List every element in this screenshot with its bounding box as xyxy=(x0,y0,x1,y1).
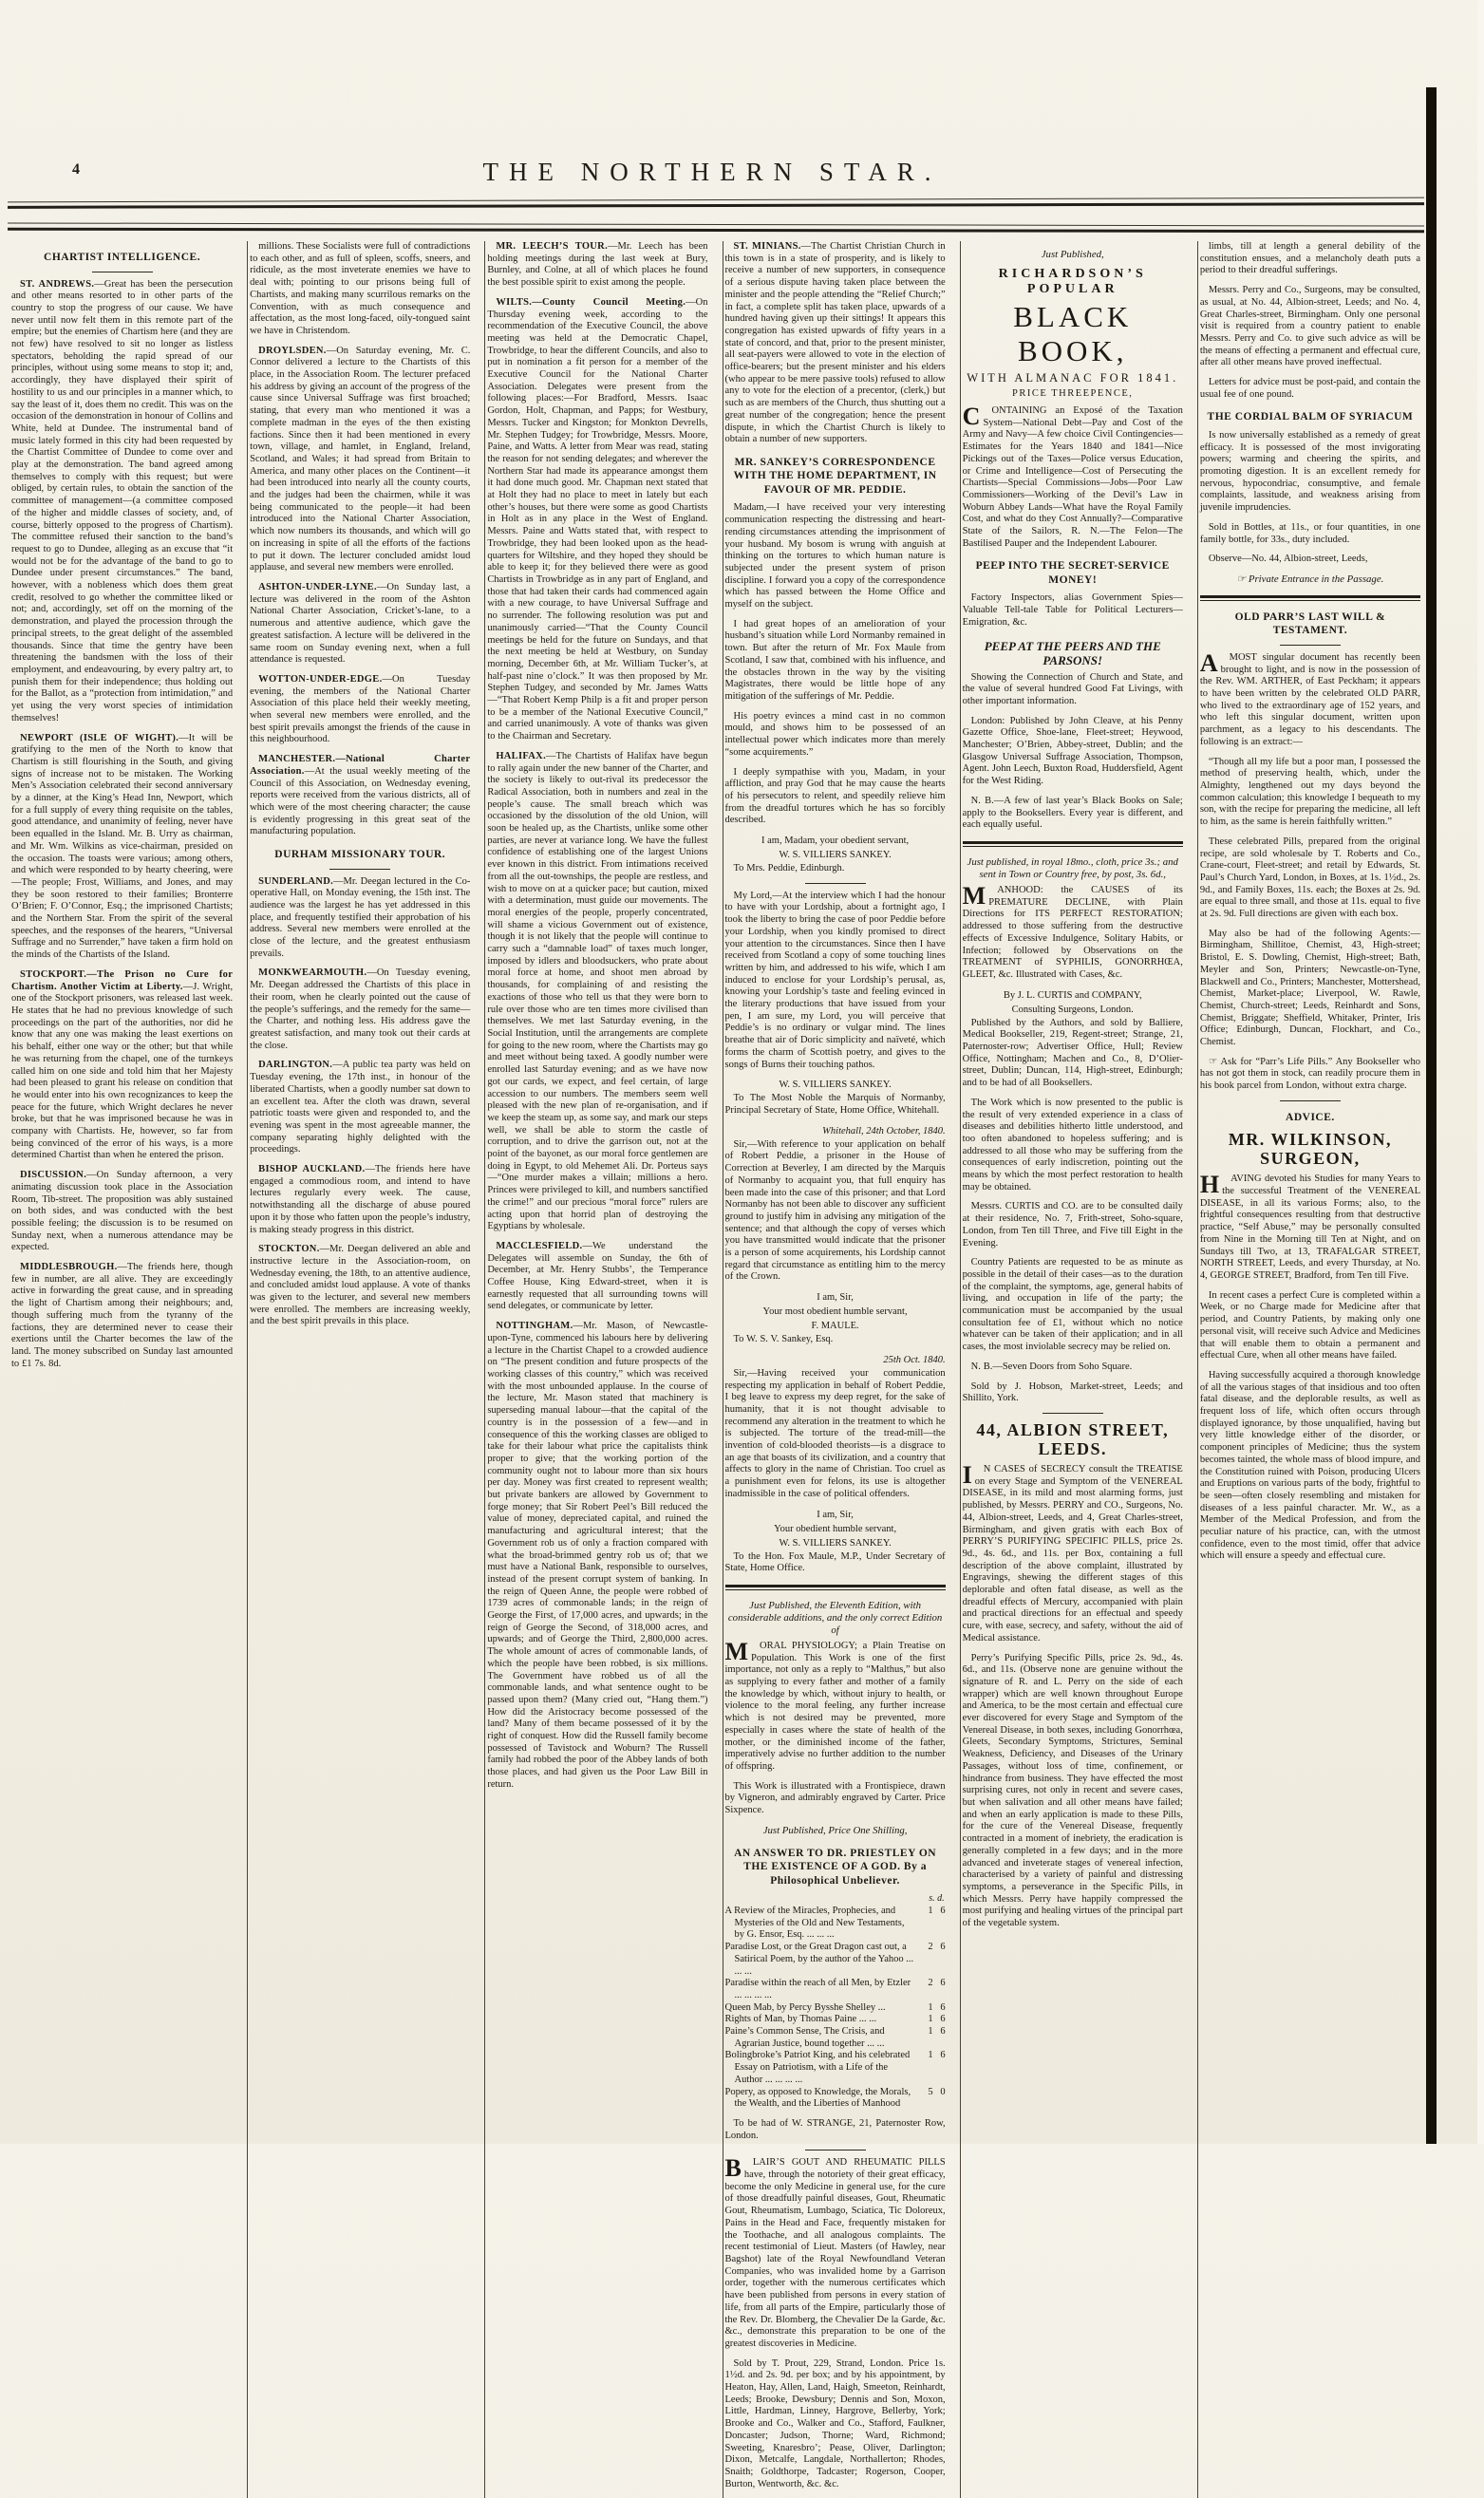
page-number: 4 xyxy=(72,161,80,178)
column-4 xyxy=(723,241,948,2498)
block-p: To The Most Noble the Marquis of Normanby, Principal Secretary of State, Home Office, Whitehall. xyxy=(724,1093,946,1116)
article-stockport: STOCKPORT.—The Prison no Cure for Chartism. Another Victim at Liberty.—J. Wright, one of the Stockport prisoners, was released last week. He states that he had no previous knowledge of such proceedings on the part of the authorities, nor did he know that any one was making the least exertions on his behalf, either one way or the other; but that while he was returning from the chapel, one of the turnkeys called him on one side and told him that her Majesty had been pleased to grant his release on condition that he would enter into his own recognizances to keep the peace for the future, which Wright declares he never broke, but that he was imprisoned because he was in company with Chartists. He, however, so far from being convinced of the error of his ways, is a more determined Chartist than when he entered the prison. xyxy=(11,968,234,1161)
block-sig-c: Your most obedient humble servant, xyxy=(762,1306,908,1318)
section-divider xyxy=(805,2150,866,2151)
ad-price-line: PRICE THREEPENCE, xyxy=(1012,388,1134,399)
ad-peers-parsons-header: PEEP AT THE PEERS AND THE PARSONS! xyxy=(984,638,1161,667)
price-row: Paradise within the reach of all Men, by Etzler ... ... ... ... 2 6 xyxy=(724,1978,946,2000)
block-p: ☞ Ask for “Parr’s Life Pills.” Any Bookseller who has not got them in stock, can readily procure them in his book parcel from London, without extra charge. xyxy=(1199,1056,1420,1092)
ad-imprint-line: Just Published, the Eleventh Edition, with considerable additions, and the only correct Edition of xyxy=(727,1599,943,1636)
block-p: Factory Inspectors, alias Government Spies—Valuable Tell-tale Table for Political Lecturers—Emigration, &c. xyxy=(962,592,1183,628)
ad-manhood-publishers: Published by the Authors, and sold by Balliere, Medical Bookseller, 219, Regent-street; Strange, 21, Paternoster-row; Advertiser Office, Hull; Review Office, Nottingham; Machen and Co., 8, D’Olier-street, Dublin; Duncan, 114, High-street, Edinburgh; and to be had of all Booksellers. xyxy=(962,1017,1183,1089)
article-lead: MIDDLESBROUGH. xyxy=(20,1262,118,1273)
ad-old-parr-header: OLD PARR’S LAST WILL & TESTAMENT. xyxy=(1234,610,1386,637)
ad-old-parr-quote: “Though all my life but a poor man, I possessed the method of preserving health, which, under the Almighty, lengthened out my days beyond the common calculation; this knowledge I bequeath to my son, with the recipe for preparing the medicine, all left to him, as the same is herein faithfully written.” xyxy=(1199,756,1420,828)
article-lead: BISHOP AUCKLAND. xyxy=(258,1164,366,1175)
block-sig-c: Your obedient humble servant, xyxy=(774,1523,897,1534)
ad-black-book-contents: C ONTAINING an Exposé of the Taxation System—National Debt—Pay and Cost of the Army and Navy—A few choice Civil Contingencies—Estimates for the Years 1840 and 1841—Nice Pickings out of the Taxes—Police versus Education, or Crime and Intelligence—Cost of Persecuting the Chartists—Special Commissions—Jobs—Poor Law Commissioners—Working of the Devil’s Law in Woburn Abbey Lands—What have the Royal Family Cost, and what do they Cost Annually?—Comparative State of the Sailors, R. N.—The Felon—The Bastilised Pauper and the Independent Labourer. xyxy=(962,403,1183,549)
column-5 xyxy=(960,241,1185,2498)
ad-black-book-title: BLACK BOOK, xyxy=(1013,300,1133,367)
ad-perry-treatise: I N CASES of SECRECY consult the TREATISE on every Stage and Symptom of the VENEREAL DISEASE, in its mild and most alarming forms, just published, by Messrs. PERRY and CO., Surgeons, No. 44, Albion-street, Leeds, and 4, Great Charles-street, Birmingham, and given gratis with each Box of PERRY’S PURIFYING SPECIFIC PILLS, price 2s. 9d., 4s. 6d., and 11s. per Box, containing a full description of the above complaint, illustrated by Engravings, shewing the different stages of this deplorable and often fatal disease, as well as the dreadful effects of Mercury, accompanied with plain and practical directions for an effectual and speedy cure, with ease, secrecy, and safety, without the aid of Medical assistance. xyxy=(962,1461,1183,1643)
block-p: I deeply sympathise with you, Madam, in your affliction, and pray God that he may cause the hearts of his persecutors to relent, and speedily relieve him from the dreadful tortures which he has so forcibly described. xyxy=(724,766,946,826)
article-lead: WOTTON-UNDER-EDGE. xyxy=(258,673,383,685)
letter-sankey-to-maule: Sir,—Having received your communication respecting my application in behalf of Robert Peddie, I beg leave to express my deep regret, for the sake of humanity, that it is not thought advisable to recommend any alteration in the treatment to which he is subjected. The torture of the tread-mill—the invention of cold-blooded theorists—is a disgrace to an age that boasts of its civilization, and a country that affects to glory in the name of Christian. Too cruel as a punishment even for felons, its use is altogether inadmissible in the case of political offenders. xyxy=(724,1367,946,1499)
masthead-rule-thin-bottom xyxy=(8,222,1424,226)
column-6 xyxy=(1197,241,1422,2498)
block-sig-c: I am, Sir, xyxy=(817,1509,854,1520)
letter-sankey-to-mrs-peddie: Madam,—I have received your very interesting communication respecting the distressing and heart-rending circumstances attending the imprisonment of your husband. My bosom is wrung with anguish at thinking on the tortures to which human nature is subjected under the present system of prison discipline. I forward you a copy of the correspondence which has passed between the Home Office and myself on the subject. xyxy=(724,502,946,610)
block-p: Country Patients are requested to be as minute as possible in the detail of their cases—as to the duration of the complaint, the symptoms, age, general habits of living, and occupation in life of the party; the communication must be accompanied by the usual consultation fee of £1, without which no notice whatever can be taken of their application; and in all cases, the most inviolable secrecy may be relied on. xyxy=(962,1257,1183,1353)
block-p: The Work which is now presented to the public is the result of very extended experience in a class of diseases and debilities hitherto little understood, and too often abandoned to hopeless suffering; and is addressed to all those who may be suffering from the consequences of early indiscretion, pointing out the means by which the most perfect restoration to health may be obtained. xyxy=(962,1097,1183,1193)
block-p: This Work is illustrated with a Frontispiece, drawn by Vigneron, and admirably engraved by Carter. Price Sixpence. xyxy=(724,1780,946,1816)
article-lead: MR. LEECH’S TOUR. xyxy=(496,241,608,252)
price-row: Rights of Man, by Thomas Paine ... ... 1 6 xyxy=(724,2014,946,2025)
article-lead: ST. MINIANS. xyxy=(733,241,801,252)
section-divider xyxy=(963,841,1183,847)
article-lead: DISCUSSION. xyxy=(20,1170,87,1181)
ad-secret-service-header: PEEP INTO THE SECRET-SERVICE MONEY! xyxy=(975,560,1170,586)
section-divider xyxy=(1043,1413,1103,1414)
article-droylsden: DROYLSDEN.—On Saturday evening, Mr. C. Connor delivered a lecture to the Chartists of this place, in the Association Room. The lecturer prefaced his address by giving an account of the progress of the cause since Universal Suffrage was first broached; stating, that every man who mentioned it was a complete madman in the eyes of the then existing factions. Since then it had been mentioned in every town, village, and hamlet, in England, Ireland, Scotland, and Wales; it had spread from Britain to America, and many other places on the Continent—it had been introduced into nearly all the county courts, and the judges had been the chairmen, while it was being communicated to the people—it had been introduced into the National Charter Association, which now numbers its thousands, and which will go on increasing in spite of all the efforts of the factions to put it down. The lecturer concluded amidst loud applause, and several new members were enrolled. xyxy=(250,345,471,573)
block-p: To W. S. V. Sankey, Esq. xyxy=(733,1334,834,1345)
letter-sankey-to-normanby: My Lord,—At the interview which I had the honour to have with your Lordship, about a fortnight ago, I took the liberty to bring the case of poor Peddie before your Lordship, when you kindly promised to direct your attention to the circumstances. Since then I have received from Scotland a copy of some touching lines written by him, and addressed to his wife, which I am induced to enclose for your Lordship’s perusal, as, knowing your Lordship’s taste and feeling evinced in the literary productions that have issued from your pen, I am sure, my Lord, you will perceive that Peddie’s is no ordinary or vulgar mind. The lines breathe that air of Doric simplicity and naïveté, which forms the charm of Scottish poetry, and gives to the songs of Burns their touching pathos. xyxy=(724,890,946,1070)
ad-manhood: M ANHOOD: the CAUSES of its PREMATURE DECLINE, with Plain Directions for ITS PERFECT RESTORATION; addressed to those suffering from the destructive effects of Excessive Indulgence, Solitary Habits, or Infection; followed by Observations on the TREATMENT of SYPHILIS, GONORRHŒA, GLEET, &c. Illustrated with Cases, &c. xyxy=(962,881,1183,980)
ad-imprint-line: Just Published, Price One Shilling, xyxy=(762,1824,908,1836)
scan-edge-artifact xyxy=(1426,87,1437,2144)
ad-answer-to-priestley: AN ANSWER TO DR. PRIESTLEY ON THE EXISTENCE OF A GOD. By a Philosophical Unbeliever. xyxy=(734,1847,937,1887)
price-row: Queen Mab, by Percy Bysshe Shelley ... 1 6 xyxy=(724,2001,946,2013)
article-lead: STOCKPORT.—The Prison no Cure for Chartism. Another Victim at Liberty. xyxy=(11,968,234,992)
section-divider xyxy=(1280,1100,1341,1101)
block-p: Letters for advice must be post-paid, and contain the usual fee of one pound. xyxy=(1199,377,1420,400)
block-sig-c: Consulting Surgeons, London. xyxy=(1011,1004,1134,1015)
price-row: Bolingbroke’s Patriot King, and his celebrated Essay on Patriotism, with a Life of the Author ... ... ... ... 1 6 xyxy=(724,2050,946,2085)
book-price-list xyxy=(725,1893,946,2111)
ad-syriacum-header: THE CORDIAL BALM OF SYRIACUM xyxy=(1207,411,1414,423)
article-macclesfield: MACCLESFIELD.—We understand the Delegates will assemble on Sunday, the 6th of December, at Mr. Henry Stubbs’, the Temperance Coffee House, King Edward-street, when it is earnestly requested that all surrounding towns will send delegates, or communicate by letter. xyxy=(487,1240,708,1312)
header-durham-missionary-tour: DURHAM MISSIONARY TOUR. xyxy=(274,849,446,861)
article-discussion: DISCUSSION.—On Sunday afternoon, a very animating discussion took place in the Association Room, Tib-street. The proposition was ably sustained on both sides, and was conducted with the best possible feeling; the discussion is to be resumed on Sunday next, when a numerous attendance may be expected. xyxy=(11,1170,234,1253)
header-sankey-correspondence: MR. SANKEY’S CORRESPONDENCE WITH THE HOME DEPARTMENT, IN FAVOUR OF MR. PEDDIE. xyxy=(733,456,937,496)
ad-perry-continuation: limbs, till at length a general debility of the constitution ensues, and a melancholy death puts a period to their dreadful sufferings. xyxy=(1199,241,1420,276)
block-p: Messrs. Perry and Co., Surgeons, may be consulted, as usual, at No. 44, Albion-street, Leeds; and No. 4, Great Charles-street, Birmingham. Only one personal visit is required from a country patient to enable Messrs. Perry and Co. to give such advice as will be the means of effecting a permanent and effectual cure, after all other means have proved ineffectual. xyxy=(1199,285,1420,368)
article-manchester-nca: MANCHESTER.—National Charter Association.—At the usual weekly meeting of the Council of this Association, on Wednesday evening, reports were received from the various districts, all of which were of the most cheering character; the cause is evidently progressing in this great seat of the manufacturing population. xyxy=(250,754,471,837)
block-p: In recent cases a perfect Cure is completed within a Week, or no Charge made for Medicine after that period, and Country Patients, by making only one personal visit, will receive such Advice and Medicines that will enable them to obtain a permanent and effectual Cure, when all other means have failed. xyxy=(1199,1289,1420,1362)
masthead-title: THE NORTHERN STAR. xyxy=(482,158,942,186)
column-1 xyxy=(9,241,235,2498)
price-unit-header: s. d. xyxy=(929,1893,945,1905)
article-halifax: HALIFAX.—The Chartists of Halifax have begun to rally again under the new banner of the Charter, and the society is likely to out-rival its predecessor the Radical Association, both in numbers and zeal in the people’s cause. The small breach which was occasioned by the dissolution of the old Union, will soon be healed up, as the Chartists, unlike some other parties, are never at variance long. We have the fullest confidence of establishing one of the largest Unions ever known in this district. From intimations received from all the out-townships, the people are restless, and wish to move on at a quicker pace; but caution, mixed with a determination, must guide our movements. The moral energies of the people, properly concentrated, will shame a vicious Government out of existence, though it is not likely that the people will continue to carry such a “damnable load” of taxes much longer, imposed by idlers and bloodsuckers, who prate about moral force at home, and shoot men abroad by thousands, for complaining of and resisting the exactions of those who tell us that they were born to rule over those who are ten times more civilised than themselves. We met last Saturday evening, in the Social Institution, until the arrangements are complete for going to the new room, where the Chartists may go and meet without being taxed. A goodly number were enrolled last Saturday evening; and as we have now got our cards, we expect, and feel certain, of large accession to our numbers. The members seem well pleased with the new plan of re-organisation, and if we keep the steam up, as some say, and mark our steps well, we shall be able to storm the castle of corruption, and to drive the garrison out, not at the point of the bayonet, as our moral force gentlemen are doing in Egypt, to old Mehemet Ali. Dr. Porteus says—“One murder makes a villain; millions a hero. Princes were privileged to kill, and numbers sanctified the crime!” and our precious “moral force” rulers are acting upon that horrid plan of destroying the Egyptians by wholesale. xyxy=(487,750,708,1232)
section-divider xyxy=(1200,595,1420,601)
ad-old-parr-body: A MOST singular document has recently been brought to light, and is now in the possession of the Rev. WM. ARTHER, of East Peckham; it appears to have been written by the celebrated OLD PARR, who lived to the extraordinary age of 152 years, and who left this singular document, written upon parchment, as a legacy to his descendants. The following is an extract:— xyxy=(1199,648,1420,747)
drop-cap: M xyxy=(962,881,986,910)
block-p: Messrs. CURTIS and CO. are to be consulted daily at their residence, No. 7, Frith-street, Soho-square, London, from Ten till Three, and Five till Eight in the Evening. xyxy=(962,1201,1183,1249)
drop-cap: I xyxy=(962,1461,972,1489)
block-p: Is now universally established as a remedy of great efficacy. It is possessed of the most invigorating powers; warming and cheering the spirits, and promoting digestion. It is an excellent remedy for nervous, hypocondriac, consumptive, and female complaints, lassitude, and weakness arising from juvenile imprudencies. xyxy=(1199,429,1420,514)
article-monkwearmouth: MONKWEARMOUTH.—On Tuesday evening, Mr. Deegan addressed the Chartists of this place in their room, when he clearly pointed out the cause of the people’s sufferings, and the remedy for the same—the Charter, and nothing less. His address gave the greatest satisfaction, and many took out their cards at the close. xyxy=(250,967,471,1051)
article-lead: MANCHESTER.—National Charter Association. xyxy=(250,754,471,777)
masthead-rule-thick-top xyxy=(8,202,1424,209)
article-wotton: WOTTON-UNDER-EDGE.—On Tuesday evening, the members of the National Charter Association of this place held their weekly meeting, when several new members were enrolled, and the best spirit prevails amongst the friends of the cause in this neighbourhood. xyxy=(250,673,471,745)
signature-name: F. MAULE. xyxy=(811,1321,859,1332)
ad-author-line: By J. L. CURTIS and COMPANY, xyxy=(1003,989,1142,1001)
article-nottingham: NOTTINGHAM.—Mr. Mason, of Newcastle-upon-Tyne, commenced his labours here by delivering a lecture in the Chartist Chapel to a crowded audience on “The present condition and future prospects of the working classes of this country,” which was received with the most unbounded applause. In the course of the lecture, Mr. Mason stated that machinery is superseding manual labour—that the capital of the country is in the possession of a few—and in consequence of this the working classes are obliged to take for their labour what price the capitalists think proper to give; that the working portion of the community ought not to labour more than six hours per day. Money was first created to represent wealth; but private bankers are allowed by Government to forge money; that Sir Robert Peel’s Bill reduced the value of money, depreciated capital, and ruined the manufacturing and agricultural interest; that the Government rob us of only a fraction compared with what the broad-brimmed gentry rob us of; that we must have a National Bank, responsible to ourselves, instead of the present corrupt system of banking. In the reign of Queen Anne, the people were robbed of 1739 acres of commonable lands; in the reign of George the First, of 17,000 acres, and upwards; in the reign of George the Second, of 318,000 acres, and upwards; and of George the Third, 2,800,000 acres. The whole amount of acres of commonable lands, of which the people have been robbed, is six millions. The Government have robbed us of all the commonable lands, and what sentence ought to be passed upon them? (Many cried out, “Hang them.”) How did the Aristocracy become possessed of the land? Many of them became possessed of it by the right of conquest. How did the Russell family become possessed of Tavistock and Woburn? The Russell family had robbed the poor of the Abbey lands of both those places, and had given us the Poor Law Bill in return. xyxy=(487,1321,708,1790)
article-lead: HALIFAX. xyxy=(496,750,546,761)
ad-blairs-pills: B LAIR’S GOUT AND RHEUMATIC PILLS have, through the notoriety of their great efficacy, become the only Medicine in general use, for the cure of those dreadfully painful diseases, Gout, Rheumatic Gout, Rheumatism, Lumbago, Sciatica, Tic Doloreux, Pains in the Head and Face, frequently mistaken for the Toothache, and all analogous complaints. The recent testimonial of Lieut. Masters (of Hawley, near Bagshot) late of the Royal Newfoundland Veteran Companies, who was invalided home by a Garrison order, together with the numerous certificates which have been published from persons in every station of life, from all parts of the Empire, particularly those of the Rev. Dr. Blomberg, the Chevalier De la Garde, &c. &c., demonstrate this preparation to be one of the greatest discoveries in Medicine. xyxy=(724,2154,946,2349)
price-row: Popery, as opposed to Knowledge, the Morals, the Wealth, and the Liberties of Manhood 5 0 xyxy=(724,2086,946,2110)
price-row: Paine’s Common Sense, The Crisis, and Agrarian Justice, bound together ... ... 1 6 xyxy=(724,2026,946,2049)
ad-moral-physiology: M ORAL PHYSIOLOGY; a Plain Treatise on Population. This Work is one of the first importance, not only as a reply to “Malthus,” but also as supplying to every father and mother of a family the knowledge by which, without injury to health, or violence to the moral feeling, any further increase which is not desired may be prevented, more especially in cases where the state of health of the mother, or the diminished income of the father, imperatively advise no further addition to the number of offspring. xyxy=(724,1637,946,1772)
drop-cap: B xyxy=(724,2154,742,2183)
letter-maule-reply: Sir,—With reference to your application on behalf of Robert Peddie, a prisoner in the House of Correction at Beverley, I am directed by the Marquis of Normanby to acquaint you, that full enquiry has been made into the case of this prisoner; and that Lord Normanby has not been able to discover any sufficient ground to justify him in advising any mitigation of the sentence; and that although the copy of verses which you have transmitted would indicate that the prisoner is a person of some acquirements, his Lordship cannot regard that circumstance as entitling him to the mercy of the Crown. xyxy=(724,1138,946,1283)
block-p: His poetry evinces a mind cast in no common mould, and shows him to be possessed of an intellectual power which indicates more than merely “some acquirements.” xyxy=(724,710,946,758)
block-p: Showing the Connection of Church and State, and the value of several hundred Good Fat Livings, with other important information. xyxy=(962,671,1183,706)
article-stockton: STOCKTON.—Mr. Deegan delivered an able and instructive lecture in the Association-room, on Wednesday evening, the 18th, to an attentive audience, and concluded amidst loud applause. A vote of thanks was given to the lecturer, and several new members were enrolled. The members are increasing weekly, and the best spirit prevails in this place. xyxy=(250,1244,471,1327)
ad-advice-header: ADVICE. xyxy=(1286,1111,1335,1123)
ad-parr-pills-agents: May also be had of the following Agents:—Birmingham, Shillitoe, Chemist, 43, High-street; Bristol, E. S. Dowling, Chemist, High-street; Bath, Meyler and Son, Printers; Newcastle-on-Tyne, Blackwell and Co., Printers; Manchester, Mottershead, Chemist, Market-place; Liverpool, W. Rawle, Chemist, Church-street; Leeds, Reinhardt and Sons, Chemist, Briggate; Sheffield, Whitaker, Printer, Iris Office; Edinburgh, Duncan, Flockhart, and Co., Chemist. xyxy=(1199,928,1420,1048)
ad-richardsons-popular: RICHARDSON’S POPULAR xyxy=(998,267,1147,296)
block-p: Observe—No. 44, Albion-street, Leeds, xyxy=(1208,554,1368,565)
price-row: A Review of the Miracles, Prophecies, and Mysteries of the Old and New Testaments, by G. Ensor, Esq. ... ... ... 1 6 xyxy=(724,1906,946,1941)
article-lead: ST. ANDREWS. xyxy=(20,278,95,290)
block-p: N. B.—Seven Doors from Soho Square. xyxy=(970,1361,1133,1372)
ad-imprint-line: Just Published, xyxy=(1041,249,1104,260)
ad-blairs-agents: Sold by T. Prout, 229, Strand, London. Price 1s. 1½d. and 2s. 9d. per box; and by his appointment, by Heaton, Hay, Allen, Land, Haigh, Smeeton, Reinhardt, Leeds; Brooke, Dewsbury; Dennis and Son, Moxon, Little, Hardman, Linney, Hargrove, Bellerby, York; Brooke and Co., Walker and Co., Stafford, Faulkner, Doncaster; Judson, Thorne; Ward, Richmond; Sweeting, Knaresbro’; Pease, Oliver, Darlington; Dixon, Metcalfe, Langdale, Northallerton; Rhodes, Snaith; Goldthorpe, Tadcaster; Rogerson, Cooper, Burton, Wentworth, &c. &c. xyxy=(724,2357,946,2489)
block-p: To be had of W. STRANGE, 21, Paternoster Row, London. xyxy=(724,2117,946,2141)
masthead-rule-thick-bottom xyxy=(8,228,1424,234)
block-p: Sold in Bottles, at 11s., or four quantities, in one family bottle, for 33s., duty included. xyxy=(1199,521,1420,545)
section-title-chartist-intelligence: CHARTIST INTELLIGENCE. xyxy=(44,252,201,263)
article-ashton: ASHTON-UNDER-LYNE.—On Sunday last, a lecture was delivered in the room of the Ashton National Charter Association, Cricket’s-lane, to a numerous and attentive audience, which gave the greatest satisfaction. A lecture will be delivered in the same room on Sunday evening next, when a full attendance is requested. xyxy=(250,581,471,666)
columns-container xyxy=(9,241,1422,2489)
price-row: Paradise Lost, or the Great Dragon cast out, a Satirical Poem, by the author of the Yahoo ... ... ... 2 6 xyxy=(724,1942,946,1977)
article-middlesbrough: MIDDLESBROUGH.—The friends here, though few in number, are all alive. They are exceedingly active in forwarding the great cause, and in spreading the light of Chartism among their neighbours; and, though suffering much from the tyranny of the factions, they are determined never to cease their exertions until the Charter becomes the law of the land. The money subscribed on Sunday last amounted to £1 7s. 8d. xyxy=(11,1262,234,1369)
drop-cap: C xyxy=(962,403,981,430)
article-lead: NOTTINGHAM. xyxy=(496,1321,573,1332)
ad-wilkinson-header: MR. WILKINSON, SURGEON, xyxy=(1228,1130,1393,1169)
article-darlington: DARLINGTON.—A public tea party was held on Tuesday evening, the 17th inst., in honour of the liberated Chartists, when a goodly number sat down to an excellent tea. After the cloth was drawn, several patriotic toasts were given and responded to, and the evening was spent in the most agreeable manner, the company separating highly delighted with the proceedings. xyxy=(250,1060,471,1155)
article-bishop-auckland: BISHOP AUCKLAND.—The friends here have engaged a commodious room, and intend to have lectures regularly every week. The cause, notwithstanding all the discharge of abuse poured upon it by those who fatten upon the people’s industry, is making steady progress in this district. xyxy=(250,1164,471,1235)
section-divider xyxy=(725,1585,946,1590)
signature-line: I am, Madam, your obedient servant, xyxy=(761,836,910,847)
article-socialists-continuation: millions. These Socialists were full of contradictions to each other, and as full of spleen, scoffs, sneers, and ridicule, as the most inveterate enemies we have to deal with; pointing to our prisons being full of Chartists, and making many scurrilous remarks on the Convention, with as much consequence and affectation, as the most long-faced, oily-tongued saint we have in Christendom. xyxy=(250,241,471,336)
signature-name: W. S. VILLIERS SANKEY. xyxy=(779,1537,892,1549)
article-st-minians: ST. MINIANS.—The Chartist Christian Church in this town is in a state of prosperity, and is likely to receive a number of new supporters, in consequence of a serious dispute having taken place between the minister and the people attending the “Relief Church;” in fact, a complete split has taken place, upwards of a hundred having given up their sittings! It appears this congregation has existed upwards of fifty years in a state of concord, and that, prior to the present minister, all seat-payers were allowed to vote in the election of office-bearers; but the present minister and his elders (who appear to be mere passive tools) refused to allow any to vote for the election of a precentor, (clerk,) but such as are members of the Church, thus shutting out a great number of the congregation; hence the present dispute, in which the Chartist Church is likely to obtain a number of new supporters. xyxy=(724,241,946,445)
block-p: I had great hopes of an amelioration of your husband’s situation while Lord Normanby remained in town. But after the return of Mr. Fox Maule from Scotland, I saw that, combined with his influence, and the obstacles thrown in the way by the visiting Magistrates, there would be little hope of any mitigation of the sufferings of Mr. Peddie. xyxy=(724,618,946,702)
article-lead: STOCKTON. xyxy=(258,1244,320,1255)
letter-divider-rule xyxy=(805,883,866,884)
drop-cap: A xyxy=(1199,648,1218,677)
article-lead: ASHTON-UNDER-LYNE. xyxy=(258,581,377,592)
ad-cleave-imprint: London: Published by John Cleave, at his Penny Gazette Office, Shoe-lane, Fleet-street; Heywood, Manchester; O’Brien, Abbey-street, Dublin; and the Glasgow Universal Suffrage Association, Thompson, Agent. John Leech, Buxton Road, Huddersfield, Agent for the West Riding. xyxy=(962,715,1183,787)
column-3 xyxy=(484,241,709,2498)
ad-imprint-line: Just published, in royal 18mo., cloth, price 3s.; and sent in Town or Country free, by post, 3s. 6d., xyxy=(967,855,1178,880)
block-p: N. B.—A few of last year’s Black Books on Sale; apply to the Booksellers. Every year is different, and each equally useful. xyxy=(962,795,1183,831)
scan-edge-margin xyxy=(1477,0,1484,2144)
article-lead: NEWPORT (ISLE OF WIGHT). xyxy=(20,732,179,743)
article-newport: NEWPORT (ISLE OF WIGHT).—It will be gratifying to the men of the North to know that Chartism is still flourishing in the South, and giving signs of increase not to be mistaken. The Working Men’s Association celebrated their second anniversary by a dinner, at the King’s Head Inn, Newport, which for a full supply of every thing requisite on the tables, good attendance, and unanimity of feeling, never have been equalled in the Island. Mr. B. Urry as chairman, and Mr. Wm. Wilkins as vice-chairman, presided on the occasion. The toasts were various; among others, and which were responded to by hearty cheering, were—The people; Frost, Williams, and Jones, and may they be soon restored to their families; Bronterre O’Brien; F. O’Connor, Esq.; the imprisoned Chartists; and the Northern Star. From the spirit of the several speeches, and the responses of the hearers, “Universal Suffrage and no Surrender,” have taken a firm hold on the minds of the Chartists of the Island. xyxy=(11,732,234,961)
block-p: To the Hon. Fox Maule, M.P., Under Secretary of State, Home Office. xyxy=(724,1550,946,1574)
block-p: Having successfully acquired a thorough knowledge of all the various stages of that insidious and too often fatal disease, and the deplorable results, as well as frequent loss of life, which often occurs through displayed ignorance, by those unqualified, having but very little knowledge either of the disorder, or component principles of Medicine; thus the system becomes tainted, the whole mass of blood impure, and the Constitution ruined with Poison, producing Ulcers and Eruptions on various parts of the body, frightful to be seen—often closely resembling and mistaken for diseases of a less painful character. Mr. W., as a Member of the Medical Profession, and from the peculiar nature of his practice, can, with the utmost confidence, even to the most timid, offer that advice which will ensure a speedy and effectual cure. xyxy=(1199,1369,1420,1562)
column-2 xyxy=(247,241,472,2498)
ad-perry-pills: Perry’s Purifying Specific Pills, price 2s. 9d., 4s. 6d., and 11s. (Observe none are genuine without the signature of R. and L. Perry on the side of each wrapper) which are well known throughout Europe and America, to be the most certain and effectual cure ever discovered for every Stage and Symptom of the Venereal Disease, in both sexes, including Gonorrhœa, Gleets, Secondary Symptoms, Strictures, Seminal Weakness, Deficiency, and Diseases of the Urinary Passages, without loss of time, confinement, or hindrance from business. They have effected the most surprising cures, not only in recent and severe cases, but when salivation and all other means have failed; and when an early application is made to these Pills, for the cure of the Venereal Disease, frequently contracted in a moment of inebriety, the eradication is generally completed in a few days; and in the more advanced and inveterate stages of venereal infection, characterised by a variety of painful and distressing symptoms, a perseverance in the Specific Pills, in which Messrs. Perry have happily compressed the most purifying and healing virtues of the principal part of the vegetable system. xyxy=(962,1652,1183,1929)
block-p: To Mrs. Peddie, Edinburgh. xyxy=(733,863,845,874)
drop-cap: H xyxy=(1199,1171,1220,1199)
section-rule xyxy=(1280,645,1341,646)
signature-name: W. S. VILLIERS SANKEY. xyxy=(779,850,892,861)
article-lead: WILTS.—County Council Meeting. xyxy=(496,296,686,308)
ad-wilkinson-body: H AVING devoted his Studies for many Years to the successful Treatment of the VENEREAL DISEASE, in all its various Forms; also, to the frightful consequences resulting from that destructive practice, “Self Abuse,” may be personally consulted from Nine in the Morning till Ten at Night, and on Sundays till Two, at 13, TRAFALGAR STREET, NORTH STREET, Leeds, and every Thursday, at No. 4, GEORGE STREET, Bradford, from Ten till Five. xyxy=(1199,1171,1420,1281)
article-leech-tour: MR. LEECH’S TOUR.—Mr. Leech has been holding meetings during the last week at Bury, Burnley, and Colne, at all of which places he found the best possible spirit to exist among the people. xyxy=(487,241,708,289)
ad-private-entrance-line: ☞ Private Entrance in the Passage. xyxy=(1236,573,1384,585)
article-lead: SUNDERLAND. xyxy=(258,875,334,887)
letter-dateline: Whitehall, 24th October, 1840. xyxy=(822,1125,946,1136)
signature-name: W. S. VILLIERS SANKEY. xyxy=(779,1080,892,1091)
section-rule xyxy=(329,869,390,870)
article-lead: DROYLSDEN. xyxy=(258,345,327,356)
ad-albion-street-header: 44, ALBION STREET, LEEDS. xyxy=(976,1420,1170,1458)
article-st-andrews: ST. ANDREWS.—Great has been the persecution and other means resorted to in other parts of the country to stop the progress of our cause. We have never until now felt them in this remote part of the empire; but the enemies of Chartism here (and they are not few) have resolved to sit no longer as listless spectators, beholding the rapid spread of our principles, without using some means to stop it; and, accordingly, they have displayed their spirit of hostility to us and our principles in a manner which, to say the least of it, does them no credit. This was on the occasion of the demonstration in honour of Collins and White, held at Dundee. The instrumental band of music lately formed in this city had been requested by the Chartist Committee of Dundee to come over and play at the demonstration. The band agreed among themselves to comply with this request; but were obliged, by certain rules, to obtain the sanction of the committee of management—(a committee composed of the higher and middle classes of society, and, of course, bitterly opposed to the progress of Chartism). The committee refused their sanction to the band’s request to go to Dundee, alleging as an excuse that “it would not be for the advantage of the band to go to Dundee under present circumstances.” The band, however, with a nobleness which does them great credit, resolved to go whether the committee liked or not; and, accordingly, set off on the morning of the demonstration, and played the procession through the principal streets, to the great delight of the assembled thousands. Since that time the gentry have been threatening the bandsmen with the loss of their employment, and endeavouring, by every paltry art, to punish them for their independence; thus holding out for the Ballot, as a “protection from intimidation,” and yet using the very worst species of intimidation themselves! xyxy=(11,278,234,723)
letter-dateline: 25th Oct. 1840. xyxy=(883,1354,946,1365)
article-sunderland: SUNDERLAND.—Mr. Deegan lectured in the Co-operative Hall, on Monday evening, the 15th inst. The audience was the largest he has yet addressed in this place, and frequently testified their approbation of his address. Several new members were enrolled at the close of the lecture, and the greatest enthusiasm prevails. xyxy=(250,875,471,959)
block-sig-c: I am, Sir, xyxy=(817,1292,854,1304)
block-p: Sold by J. Hobson, Market-street, Leeds; and Shillito, York. xyxy=(962,1380,1183,1404)
ad-parr-pills-sale: These celebrated Pills, prepared from the original recipe, are sold wholesale by T. Roberts and Co., Crane-court, Fleet-street; and retail by Edwards, St. Paul’s Church Yard, London, in Boxes, at 1s. 1½d., 2s. 9d., and Family Boxes, 11s. each; the Boxes at 2s. 9d. are equal to three small, and those at 11s. equal to five at 2s. 9d. Full directions are given with each box. xyxy=(1199,836,1420,920)
drop-cap: M xyxy=(724,1637,749,1665)
article-lead: DARLINGTON. xyxy=(258,1060,333,1071)
article-lead: MACCLESFIELD. xyxy=(496,1240,583,1251)
article-wilts-council: WILTS.—County Council Meeting.—On Thursday evening week, according to the recommendation of the Executive Council, the above meeting was held at the Democratic Chapel, Trowbridge, to hear the different Councils, and also to put in nomination a fit person for a member of the Executive Council for the National Charter Association. Delegates were present from the following places:—For Bradford, Messrs. Isaac Gordon, Holt, Chapman, and Papps; for Westbury, Messrs. Tucker and Kingston; for Monkton Devrells, Mr. Stephen Tudgey; for Trowbridge, Messrs. Moore, Paine, and Watts. A letter from Mear was read, stating the reason for not sending delegates; and wherever the Northern Star had made its appearance amongst them it had done much good. Mr. Chapman next stated that at Holt they had no place to meet in lately but each other’s houses, but there were some as good Chartists in Holt as in any place in the West of England. Messrs. Paine and Watts stated that, with respect to Trowbridge, they had been looked upon as the head-quarters for Wiltshire, and they hoped they should be able to keep it; for they believed there were as good Chartists in Trowbridge as in any part of England, and those that had taken their cards had commenced again with a new courage, to have Universal Suffrage and no surrender. The following resolution was put and unanimously carried—“That the County Council meetings be held for the future on Sundays, and that the next meeting be held at Westbury, on Sunday morning, December 6th, at Mr. William Tucker’s, at half-past nine o’clock.” It was then proposed by Mr. Stephen Tudgey, and seconded by Mr. James Watts—“That Robert Kemp Philp is a fit and proper person to be a member of the National Executive Council,” and carried unanimously. A vote of thanks was given to the Chairman and Secretary. xyxy=(487,296,708,742)
article-lead: MONKWEARMOUTH. xyxy=(258,967,367,979)
masthead-rule-thin-top xyxy=(8,197,1424,203)
ad-almanac-line: WITH ALMANAC FOR 1841. xyxy=(967,371,1179,385)
